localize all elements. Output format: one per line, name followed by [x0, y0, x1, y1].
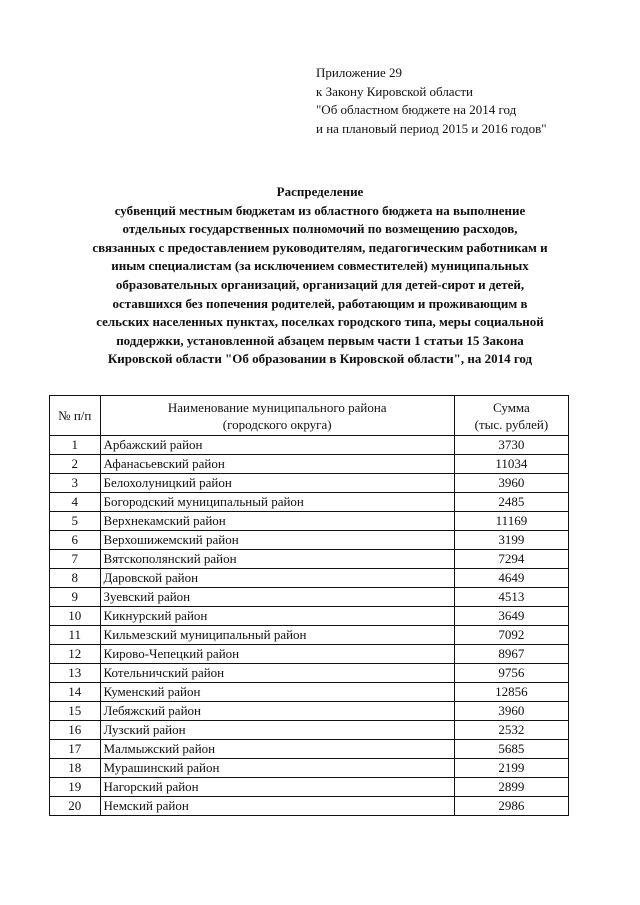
table-row [50, 588, 569, 607]
title-line: образовательных организаций, организаций для детей-сирот и детей, [115, 276, 525, 292]
table-row [50, 436, 569, 455]
row-district-name: Кильмезский муниципальный район [100, 626, 454, 645]
title-line: сельских населенных пунктах, поселках городского типа, меры социальной [96, 314, 544, 330]
title-line: оставшихся без попечения родителей, работающим и проживающим в [112, 295, 528, 311]
title-line: субвенций местным бюджетам из областного бюджета на выполнение [114, 202, 526, 218]
row-amount: 8967 [454, 645, 568, 664]
row-amount: 5685 [454, 740, 568, 759]
row-number: 4 [50, 493, 101, 512]
subvention-table [49, 395, 569, 816]
title-line: Кировской области "Об образовании в Кировской области", на 2014 год [107, 351, 533, 367]
table-row [50, 645, 569, 664]
row-number: 14 [50, 683, 101, 702]
row-district-name: Вятскополянский район [100, 550, 454, 569]
row-amount: 2899 [454, 778, 568, 797]
appendix-line: Приложение 29 [316, 65, 403, 80]
row-amount: 4513 [454, 588, 568, 607]
table-row [50, 493, 569, 512]
row-district-name: Кирово-Чепецкий район [100, 645, 454, 664]
row-amount: 2485 [454, 493, 568, 512]
row-number: 6 [50, 531, 101, 550]
row-district-name: Лебяжский район [100, 702, 454, 721]
table-row [50, 550, 569, 569]
row-number: 5 [50, 512, 101, 531]
title-line: отдельных государственных полномочий по возмещению расходов, [122, 221, 518, 237]
table-row [50, 759, 569, 778]
document-title [40, 183, 600, 369]
row-number: 1 [50, 436, 101, 455]
table-row [50, 683, 569, 702]
row-amount: 4649 [454, 569, 568, 588]
row-district-name: Кикнурский район [100, 607, 454, 626]
header-sum [454, 396, 568, 436]
header-name-line2: (городского округа) [222, 416, 332, 432]
row-number: 8 [50, 569, 101, 588]
appendix-line: и на плановый период 2015 и 2016 годов" [316, 120, 547, 136]
row-amount: 3649 [454, 607, 568, 626]
row-district-name: Арбажский район [100, 436, 454, 455]
row-number: 2 [50, 455, 101, 474]
row-number: 17 [50, 740, 101, 759]
table-row [50, 626, 569, 645]
table-row [50, 740, 569, 759]
row-number: 3 [50, 474, 101, 493]
row-number: 9 [50, 588, 101, 607]
row-amount: 9756 [454, 664, 568, 683]
row-district-name: Мурашинский район [100, 759, 454, 778]
row-district-name: Даровской район [100, 569, 454, 588]
row-amount: 7092 [454, 626, 568, 645]
table-row [50, 531, 569, 550]
title-line: поддержки, установленной абзацем первым части 1 статьи 15 Закона [116, 332, 524, 348]
row-district-name: Лузский район [100, 721, 454, 740]
row-amount: 2532 [454, 721, 568, 740]
row-amount: 11034 [454, 455, 568, 474]
row-number: 11 [50, 626, 101, 645]
header-name [100, 396, 454, 436]
header-num: № п/п [50, 396, 101, 436]
row-number: 20 [50, 797, 101, 816]
row-number: 12 [50, 645, 101, 664]
table-header-row [50, 396, 569, 436]
table-row [50, 512, 569, 531]
row-number: 19 [50, 778, 101, 797]
appendix-line: к Закону Кировской области [316, 83, 473, 99]
row-number: 10 [50, 607, 101, 626]
title-line: связанных с предоставлением руководителям, педагогическим работникам и [92, 239, 548, 255]
row-district-name: Белохолуницкий район [100, 474, 454, 493]
table-row [50, 455, 569, 474]
row-number: 16 [50, 721, 101, 740]
table-row [50, 569, 569, 588]
table-row [50, 702, 569, 721]
table-row [50, 607, 569, 626]
row-amount: 11169 [454, 512, 568, 531]
title-line: иным специалистам (за исключением совместителей) муниципальных [111, 258, 529, 274]
row-district-name: Немский район [100, 797, 454, 816]
row-district-name: Богородский муниципальный район [100, 493, 454, 512]
row-number: 13 [50, 664, 101, 683]
row-amount: 2199 [454, 759, 568, 778]
row-amount: 3199 [454, 531, 568, 550]
appendix-note [316, 64, 547, 138]
table-row [50, 474, 569, 493]
header-name-line1: Наименование муниципального района [167, 399, 387, 415]
row-amount: 2986 [454, 797, 568, 816]
table-row [50, 721, 569, 740]
table-row [50, 797, 569, 816]
row-number: 15 [50, 702, 101, 721]
row-amount: 12856 [454, 683, 568, 702]
row-district-name: Зуевский район [100, 588, 454, 607]
row-amount: 7294 [454, 550, 568, 569]
row-district-name: Малмыжский район [100, 740, 454, 759]
row-number: 18 [50, 759, 101, 778]
row-district-name: Афанасьевский район [100, 455, 454, 474]
row-district-name: Верхнекамский район [100, 512, 454, 531]
title-heading: Распределение [276, 184, 364, 199]
appendix-line: "Об областном бюджете на 2014 год [316, 102, 517, 117]
header-sum-line1: Сумма [493, 399, 530, 415]
row-amount: 3960 [454, 702, 568, 721]
row-amount: 3960 [454, 474, 568, 493]
row-district-name: Верхошижемский район [100, 531, 454, 550]
row-district-name: Нагорский район [100, 778, 454, 797]
row-district-name: Куменский район [100, 683, 454, 702]
header-sum-line2: (тыс. рублей) [474, 416, 549, 432]
row-district-name: Котельничский район [100, 664, 454, 683]
table-row [50, 664, 569, 683]
table-row [50, 778, 569, 797]
row-amount: 3730 [454, 436, 568, 455]
row-number: 7 [50, 550, 101, 569]
